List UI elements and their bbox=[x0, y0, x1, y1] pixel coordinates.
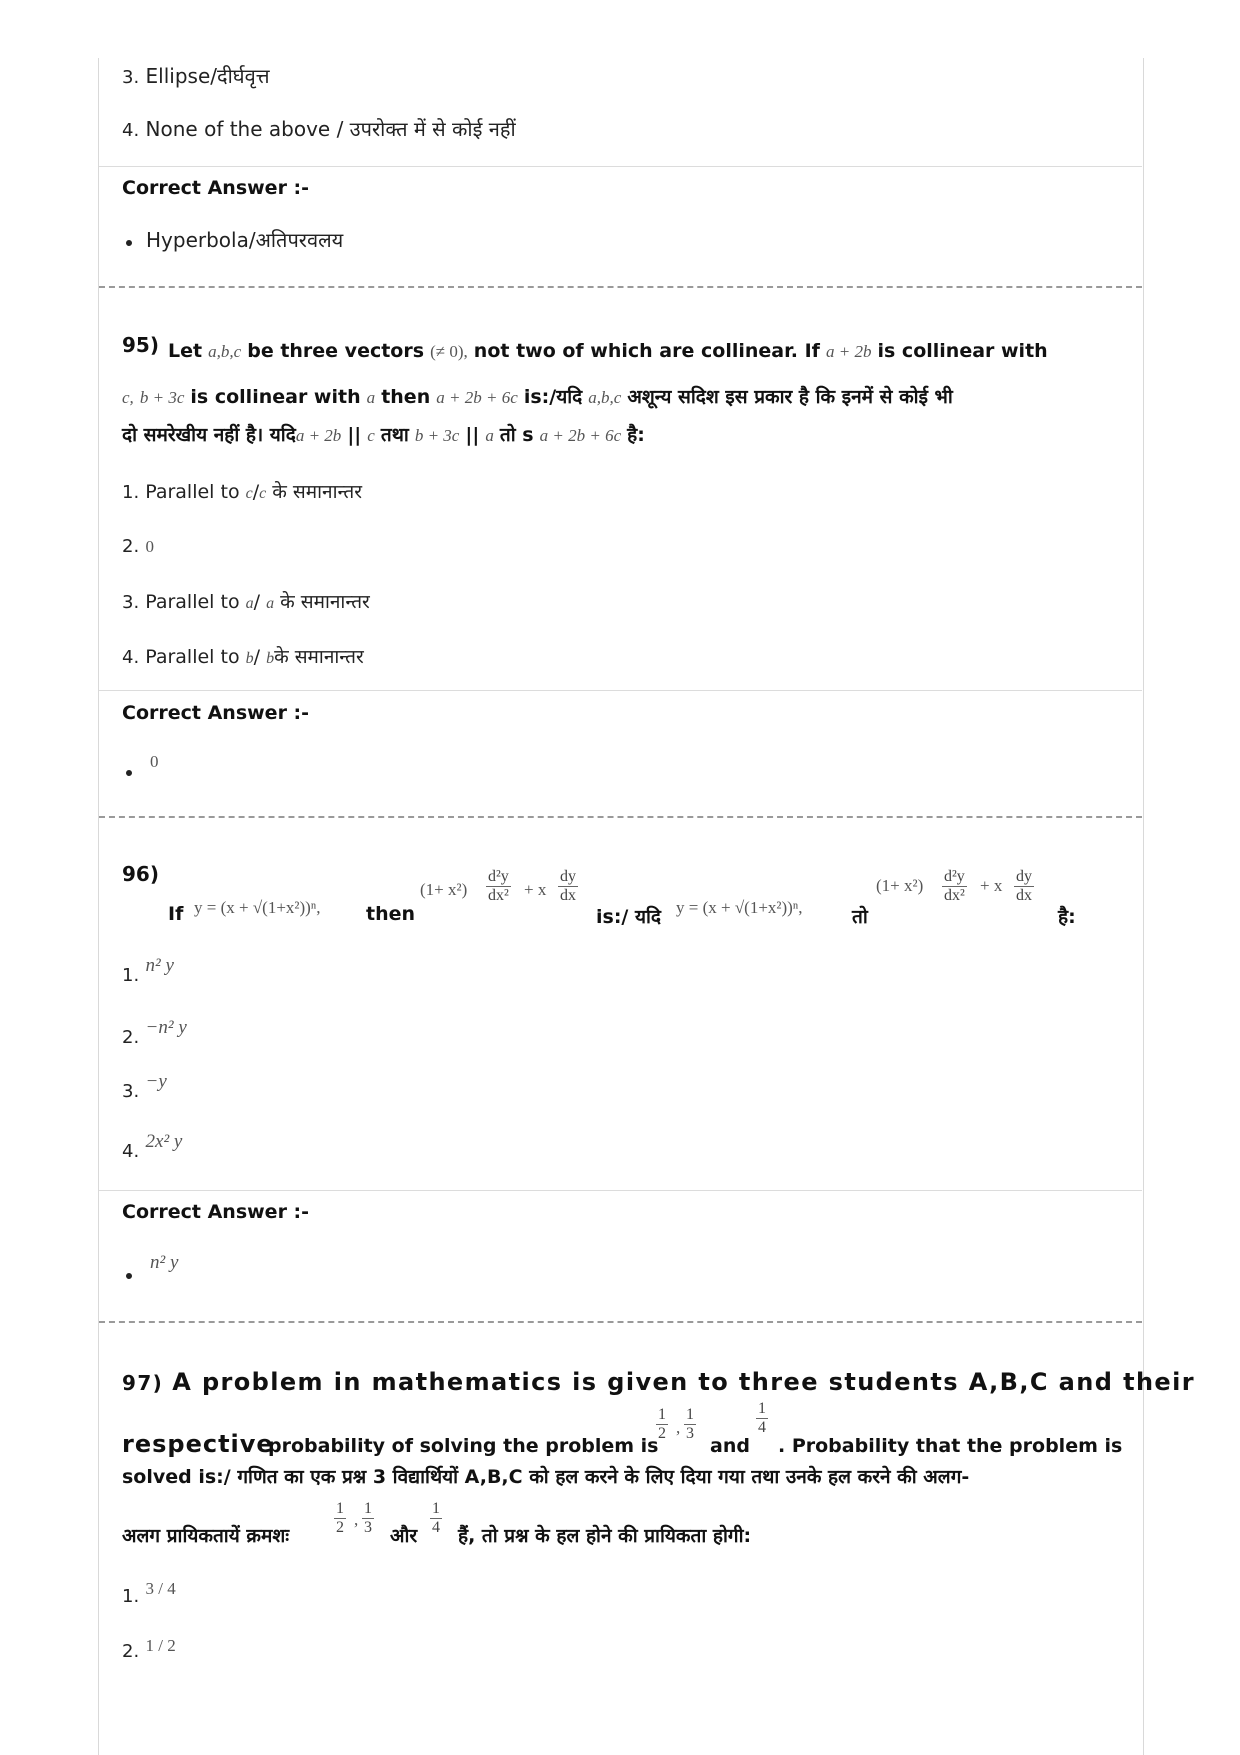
bullet-icon bbox=[126, 770, 132, 776]
stem-text: हैं, तो प्रश्न के हल होने की प्रायिकता होगी: bbox=[458, 1525, 752, 1547]
math-expression: b + 3c bbox=[414, 426, 460, 445]
math-expression: a bbox=[485, 426, 494, 445]
math-expression: y = (x + √(1+x²))ⁿ, bbox=[676, 898, 803, 917]
q95-stem-line1 bbox=[168, 340, 1048, 362]
math-expression: a + 2b bbox=[295, 426, 342, 445]
fraction bbox=[684, 1406, 696, 1443]
option-number: 1. bbox=[122, 482, 140, 503]
fraction bbox=[334, 1500, 346, 1537]
q96-option-4 bbox=[122, 1131, 183, 1163]
math-expression: a bbox=[366, 388, 376, 407]
math-expression: , bbox=[676, 1418, 681, 1437]
stem-text: है: bbox=[1058, 906, 1076, 928]
math-expression: 2x² y bbox=[145, 1131, 183, 1152]
q97-stem-line4 bbox=[122, 1494, 1122, 1550]
math-expression: (≠ 0), bbox=[430, 342, 468, 361]
stem-text: not two of which are collinear. If bbox=[473, 340, 820, 362]
q94-answer: Hyperbola/अतिपरवलय bbox=[146, 228, 344, 252]
stem-text: अलग प्रायिकतायें क्रमशः bbox=[122, 1525, 290, 1547]
math-expression: y = (x + √(1+x²))ⁿ, bbox=[194, 898, 321, 917]
numerator: 1 bbox=[758, 1400, 766, 1417]
q95-option-4 bbox=[122, 643, 364, 669]
denominator: dx bbox=[560, 887, 576, 904]
math-expression: 0 bbox=[145, 537, 155, 556]
math-expression: a + 2b bbox=[825, 342, 872, 361]
fraction bbox=[362, 1500, 374, 1537]
numerator: d²y bbox=[944, 868, 965, 885]
math-expression: c bbox=[259, 485, 267, 502]
stem-text: be three vectors bbox=[247, 340, 425, 362]
divider bbox=[99, 690, 1142, 691]
stem-text: A problem in mathematics is given to three students A,B,C and their bbox=[172, 1368, 1195, 1396]
option-number: 3. bbox=[122, 592, 140, 613]
divider bbox=[99, 1190, 1142, 1191]
math-expression: 3 / 4 bbox=[145, 1579, 176, 1598]
stem-text: and bbox=[710, 1435, 750, 1457]
fraction bbox=[1014, 868, 1034, 905]
option-number: 1. bbox=[122, 965, 140, 986]
q95-stem-line3 bbox=[122, 421, 645, 447]
math-expression: + x bbox=[524, 880, 547, 899]
math-expression: a,b,c bbox=[588, 388, 622, 407]
stem-text: दो समरेखीय नहीं है। यदि bbox=[122, 424, 296, 446]
stem-text: तो bbox=[852, 906, 868, 928]
stem-text: is:/ यदि bbox=[596, 906, 662, 928]
math-expression: a bbox=[266, 595, 275, 612]
q97-stem-line3: solved is:/ गणित का एक प्रश्न 3 विद्यार्थियों A,B,C को हल करने के लिए दिया गया तथा उनके हल करने की अलग- bbox=[122, 1466, 970, 1488]
q97-stem-line2 bbox=[122, 1400, 1122, 1462]
math-expression: a bbox=[245, 595, 254, 612]
stem-text: . Probability that the problem is bbox=[778, 1435, 1123, 1457]
option-number: 2. bbox=[122, 1027, 140, 1048]
math-expression: b bbox=[266, 650, 275, 667]
bullet-icon bbox=[126, 1273, 132, 1279]
denominator: 2 bbox=[658, 1425, 666, 1442]
option-text: / bbox=[253, 646, 261, 668]
math-expression: a,b,c bbox=[208, 342, 242, 361]
stem-text: then bbox=[366, 903, 416, 925]
stem-text: is collinear with bbox=[190, 386, 361, 408]
stem-text: probability of solving the problem is bbox=[268, 1435, 659, 1457]
question-separator bbox=[99, 1321, 1142, 1323]
stem-text: If bbox=[168, 903, 184, 925]
math-expression: c, bbox=[122, 388, 134, 407]
numerator: 1 bbox=[686, 1406, 694, 1423]
q94-option-4 bbox=[122, 115, 516, 142]
option-number: 3. bbox=[122, 1081, 140, 1102]
stem-text: || bbox=[465, 424, 480, 446]
q96-number: 96) bbox=[122, 862, 159, 886]
denominator: 3 bbox=[686, 1425, 694, 1442]
math-expression: , bbox=[354, 1510, 359, 1529]
numerator: 1 bbox=[364, 1500, 372, 1517]
q95-answer: 0 bbox=[150, 752, 159, 771]
math-expression: b bbox=[245, 650, 254, 667]
q95-option-2 bbox=[122, 533, 154, 557]
q96-option-1 bbox=[122, 955, 174, 987]
numerator: 1 bbox=[432, 1500, 440, 1517]
option-text: के समानान्तर bbox=[272, 481, 362, 503]
option-text: Parallel to bbox=[145, 481, 240, 503]
divider bbox=[99, 166, 1142, 167]
option-text: Parallel to bbox=[145, 591, 240, 613]
q97-option-1 bbox=[122, 1579, 176, 1607]
option-number: 4. bbox=[122, 647, 140, 668]
stem-text: respective bbox=[122, 1430, 274, 1458]
stem-text: तथा bbox=[380, 424, 409, 446]
q95-stem-line2 bbox=[122, 383, 953, 409]
option-text: Parallel to bbox=[145, 646, 240, 668]
denominator: 4 bbox=[758, 1419, 766, 1436]
q97-option-2 bbox=[122, 1638, 176, 1662]
option-number: 2. bbox=[122, 1641, 140, 1662]
numerator: dy bbox=[560, 868, 576, 885]
denominator: 3 bbox=[364, 1519, 372, 1536]
stem-text: है: bbox=[627, 424, 645, 446]
q96-option-2 bbox=[122, 1017, 187, 1049]
option-text: Ellipse/दीर्घवृत्त bbox=[145, 64, 270, 88]
q95-number: 95) bbox=[122, 333, 159, 357]
numerator: 1 bbox=[336, 1500, 344, 1517]
option-text: के समानान्तर bbox=[274, 646, 364, 668]
denominator: dx² bbox=[488, 887, 509, 904]
math-expression: (1+ x²) bbox=[420, 880, 468, 899]
option-text: / bbox=[252, 481, 260, 503]
math-expression: (1+ x²) bbox=[876, 876, 924, 895]
denominator: dx² bbox=[944, 887, 965, 904]
numerator: 1 bbox=[658, 1406, 666, 1423]
fraction bbox=[942, 868, 967, 905]
fraction bbox=[756, 1400, 768, 1437]
q96-option-3 bbox=[122, 1071, 167, 1103]
stem-text: तो s bbox=[499, 424, 534, 446]
numerator: dy bbox=[1016, 868, 1032, 885]
stem-text: और bbox=[390, 1525, 418, 1547]
numerator: d²y bbox=[488, 868, 509, 885]
math-expression: −n² y bbox=[145, 1017, 187, 1038]
denominator: dx bbox=[1016, 887, 1032, 904]
math-expression: 1 / 2 bbox=[145, 1636, 176, 1655]
option-number: 1. bbox=[122, 1586, 140, 1607]
stem-text: then bbox=[381, 386, 431, 408]
q96-answer: n² y bbox=[150, 1252, 179, 1273]
fraction bbox=[656, 1406, 668, 1443]
option-text: के समानान्तर bbox=[280, 591, 370, 613]
math-expression: b + 3c bbox=[139, 388, 185, 407]
option-text: None of the above / उपरोक्त में से कोई नहीं bbox=[145, 117, 516, 141]
q94-option-3 bbox=[122, 62, 270, 89]
stem-text: अशून्य सदिश इस प्रकार है कि इनमें से कोई भी bbox=[627, 386, 953, 408]
q95-option-1 bbox=[122, 478, 362, 504]
math-expression: + x bbox=[980, 876, 1003, 895]
math-expression: −y bbox=[145, 1071, 167, 1092]
q95-answer-label: Correct Answer :- bbox=[122, 702, 310, 724]
math-expression: a + 2b + 6c bbox=[436, 388, 518, 407]
math-expression: a + 2b + 6c bbox=[539, 426, 622, 445]
math-expression: c bbox=[245, 485, 253, 502]
option-number: 2. bbox=[122, 536, 140, 557]
q95-option-3 bbox=[122, 588, 370, 614]
option-number: 4. bbox=[122, 120, 140, 141]
bullet-icon bbox=[126, 240, 132, 246]
denominator: 2 bbox=[336, 1519, 344, 1536]
denominator: 4 bbox=[432, 1519, 440, 1536]
question-separator bbox=[99, 286, 1142, 288]
stem-text: is:/यदि bbox=[523, 386, 583, 408]
stem-text: Let bbox=[168, 340, 203, 362]
math-expression: c bbox=[367, 426, 375, 445]
stem-text: is collinear with bbox=[877, 340, 1048, 362]
option-text: / bbox=[253, 591, 261, 613]
option-number: 4. bbox=[122, 1141, 140, 1162]
fraction bbox=[486, 868, 511, 905]
math-expression: n² y bbox=[145, 955, 174, 976]
fraction bbox=[430, 1500, 442, 1537]
option-number: 3. bbox=[122, 67, 140, 88]
question-separator bbox=[99, 816, 1142, 818]
q97-number: 97) bbox=[122, 1371, 164, 1395]
q96-answer-label: Correct Answer :- bbox=[122, 1201, 310, 1223]
q97-stem-line1 bbox=[122, 1368, 1195, 1396]
q94-answer-label: Correct Answer :- bbox=[122, 177, 310, 199]
fraction bbox=[558, 868, 578, 905]
stem-text: || bbox=[347, 424, 362, 446]
